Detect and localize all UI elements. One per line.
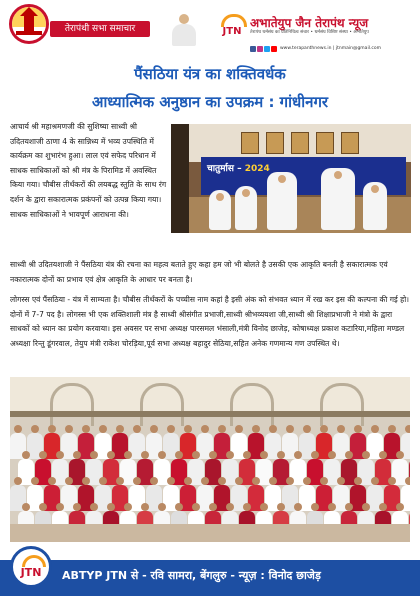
- social-links: [250, 38, 415, 51]
- footer-credit: ABTYP JTN से - रवि सामरा, बेंगलुरु - न्यूज़ : विनोद छाजेड़: [62, 569, 321, 582]
- youtube-icon[interactable]: [271, 46, 277, 52]
- event-photo-assembly: [10, 377, 410, 542]
- stage-banner: चातुर्मास – 2024: [201, 157, 406, 195]
- section-tag: तेरापंथी सभा समाचार: [50, 21, 150, 37]
- jtn-logo-icon: JTN: [219, 14, 245, 40]
- article-paragraph-3: लोगस्स एवं पैंसठिया - यंत्र में साम्यता है। चौबीस तीर्थंकरों के पच्चीस नाम कहां है इसी अंक को संभवत ध्यान में रख कर इस की कल्पना की गई हो। दोनों में 7-7 पद है। लोगस्स भी एक शक्तिशाली मंत्र है साध्वी श्रीसंगीत प्रभाजी,साध्वी श्रीभव्ययशा जी,साध्वी श्री शिक्षाप्रभाजी ने मंत्रो के द्वारा साधकों को ध्यान का प्रयोग करवाया। इस अवसर पर सभा अध्यक्ष पारसमल भंसाली,मंत्री विनोद छाजेड़, कोषाध्यक्ष प्रकाश कटारिया,महिला मण्डल अध्यक्षा रिन्तु डूंगरवाल, तेयुप मंत्री राकेश चोरड़िया,पूर्व सभा अध्यक्ष बहादुर सेठिया,सहित अनेक गणमान्य गण उपस्थित थे।: [10, 295, 410, 348]
- headline-line-1: पैंसठिया यंत्र का शक्तिवर्धक: [134, 65, 286, 83]
- facebook-icon[interactable]: [250, 46, 256, 52]
- event-photo-stage: [171, 124, 411, 233]
- masthead-tagline: तेरापंथ धर्मसंघ का प्रतिनिधित्व संचार • धर्मसंघ विशिष्ट संस्था • अभातेयुप: [250, 30, 369, 35]
- temple-logo-icon: [9, 4, 49, 44]
- article-paragraph-1: आचार्य श्री महाश्रमणजी की सुशिष्या साध्वी श्री उदितयशाजी ठाणा 4 के सान्निध्य में भव्य उपस्थिति में कार्यक्रम का शुभारंभ हुआ। लाल एवं सफेद परिधान में साधक साधिकाओं को श्री मंत्र के पिरामिड में अवस्थित किया गया। चौबीस तीर्थंकरों की लयबद्ध स्तुति के साथ रंग दर्शन के द्वारा सकारात्मक प्रकंपनों को उत्पन्न किया गया। साधक साधिकाओं ने भावपूर्ण आराधना की।: [10, 122, 167, 219]
- twitter-icon[interactable]: [264, 46, 270, 52]
- headline-line-2: आध्यात्मिक अनुष्ठान का उपक्रम : गांधीनगर: [91, 93, 329, 111]
- contact-line: www.terapanthnews.in | jtnmain@gmail.com: [280, 46, 381, 51]
- article-paragraph-2: साध्वी श्री उदितयशाजी ने पैंसठिया यंत्र की रचना का महत्व बताते हुए कहा हम जो भी बोलते है उसकी एक आकृति बनती है सकारात्मक एवं नकारात्मक दोनों का प्रभाव एवं क्षेत्र आकृति के आधार पर बनता है।: [10, 260, 388, 284]
- jtn-footer-logo-icon: JTN: [10, 546, 52, 588]
- acharya-portrait-icon: [170, 12, 198, 46]
- masthead-title: अभातेयुप जैन तेरापंथ न्यूज: [250, 16, 369, 30]
- instagram-icon[interactable]: [257, 46, 263, 52]
